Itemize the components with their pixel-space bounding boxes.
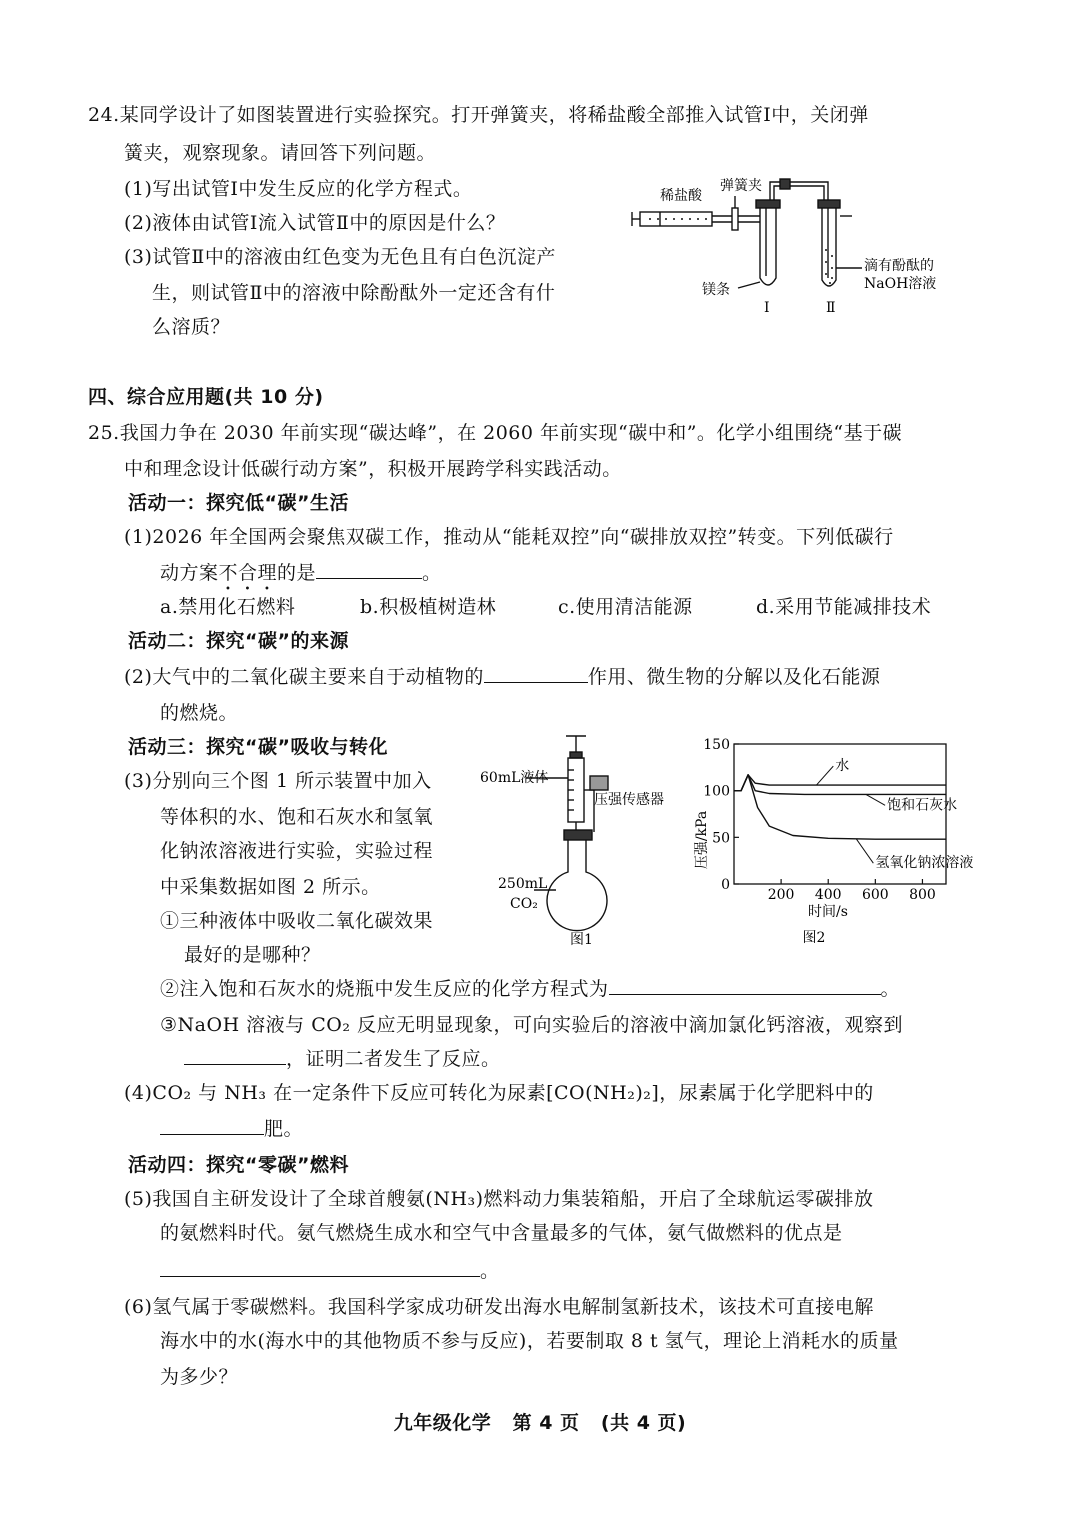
- q24-apparatus-figure: [630, 168, 960, 318]
- activity-2-title: 活动二：探究“碳”的来源: [128, 630, 349, 652]
- label-60ml-liquid: 60mL液体: [480, 770, 549, 786]
- blank-2: [484, 682, 588, 683]
- label-naoh-solution: NaOH溶液: [864, 276, 937, 292]
- activity-3-title: 活动三：探究“碳”吸收与转化: [128, 736, 388, 758]
- q25-part6-line2: 海水中的水(海水中的其他物质不参与反应)，若要制取 8 t 氢气，理论上消耗水的质量: [160, 1330, 899, 1352]
- emphasis-unreasonable: 不合理: [218, 562, 278, 584]
- flask-stopper: [564, 830, 592, 840]
- q25-part4-line1: (4)CO₂ 与 NH₃ 在一定条件下反应可转化为尿素[CO(NH₂)₂]，尿素属于化学肥料中的: [124, 1082, 874, 1104]
- q24-part3-line2: 生，则试管Ⅱ中的溶液中除酚酞外一定还含有什: [152, 282, 556, 304]
- option-d: d.采用节能减排技术: [756, 596, 932, 618]
- blank-4: [184, 1064, 286, 1065]
- figure-1-apparatus: [476, 730, 686, 955]
- page-footer: 九年级化学 第 4 页 (共 4 页): [393, 1412, 687, 1434]
- q24-part2: (2)液体由试管Ⅰ流入试管Ⅱ中的原因是什么？: [124, 212, 506, 234]
- q25-part3-line4: 中采集数据如图 2 所示。: [160, 876, 381, 898]
- q25-part2-line1: (2)大气中的二氧化碳主要来自于动植物的 作用、微生物的分解以及化石能源: [124, 666, 881, 688]
- q25-part5-line1: (5)我国自主研发设计了全球首艘氨(NH₃)燃料动力集装箱船，开启了全球航运零碳排放: [124, 1188, 874, 1210]
- y-tick-label-150: 150: [703, 737, 730, 753]
- section-4-title: 四、综合应用题(共 10 分): [88, 386, 324, 408]
- y-tick-label-100: 100: [703, 783, 730, 800]
- q25-part6-line1: (6)氢气属于零碳燃料。我国科学家成功研发出海水电解制氢新技术，该技术可直接电解: [124, 1296, 874, 1318]
- q25-part1-line1: (1)2026 年全国两会聚焦双碳工作，推动从“能耗双控”向“碳排放双控”转变。下列低碳行: [124, 526, 894, 548]
- series-line-0: [734, 775, 946, 791]
- label-magnesium-strip: 镁条: [702, 282, 730, 298]
- q24-part3-line3: 么溶质？: [152, 316, 231, 338]
- q25-part5-line2: 的氨燃料时代。氨气燃烧生成水和空气中含量最多的气体，氨气做燃料的优点是: [160, 1222, 843, 1244]
- label-co2: CO₂: [510, 896, 538, 912]
- chart-y-label: 压强/kPa: [694, 810, 710, 870]
- x-tick-label-800: 800: [909, 887, 936, 903]
- stopper-tube1: [756, 200, 780, 208]
- option-a: a.禁用化石燃料: [160, 596, 296, 618]
- x-tick-label-600: 600: [861, 887, 889, 903]
- series-leader-2: [856, 839, 873, 863]
- test-tube-1: [760, 208, 776, 285]
- label-tube-2: Ⅱ: [826, 300, 836, 316]
- y-tick-label-0: 0: [721, 877, 730, 893]
- q25-sub3-line2: ，证明二者发生了反应。: [184, 1046, 501, 1072]
- q25-part4-line2: 肥。: [160, 1116, 303, 1142]
- blank-3: [609, 994, 881, 995]
- q25-part3-line2: 等体积的水、饱和石灰水和氢氧: [160, 806, 434, 828]
- q25-part1-line2: 动方案不合理的是 。: [160, 562, 442, 584]
- activity-1-title: 活动一：探究低“碳”生活: [128, 492, 349, 514]
- activity-4-title: 活动四：探究“零碳”燃料: [128, 1154, 349, 1176]
- q25-part3-line3: 化钠浓溶液进行实验，实验过程: [160, 840, 434, 862]
- q25-part2-line2: 的燃烧。: [160, 702, 239, 724]
- q24-part3-line1: (3)试管Ⅱ中的溶液由红色变为无色且有白色沉淀产: [124, 246, 556, 268]
- test-tube-2: [822, 208, 836, 286]
- q25-sub1-line1: ①三种液体中吸收二氧化碳效果: [160, 910, 434, 932]
- option-b: b.积极植树造林: [360, 596, 497, 618]
- q25-part3-line1: (3)分别向三个图 1 所示装置中加入: [124, 770, 432, 792]
- q24-stem-line1: 24.某同学设计了如图装置进行实验探究。打开弹簧夹，将稀盐酸全部推入试管Ⅰ中，关闭弹: [88, 104, 869, 126]
- x-tick-label-200: 200: [767, 887, 795, 903]
- series-label-0: 水: [835, 758, 850, 775]
- round-flask: [547, 840, 607, 931]
- blank-5: [160, 1134, 264, 1135]
- blank-1: [316, 578, 422, 579]
- series-label-1: 饱和石灰水: [887, 797, 958, 814]
- label-spring-clamp: 弹簧夹: [720, 178, 762, 194]
- y-tick-label-50: 50: [712, 830, 730, 847]
- q25-part5-line3: 。: [160, 1258, 500, 1284]
- chart-x-label: 时间/s: [808, 904, 848, 920]
- q25-part6-line3: 为多少？: [160, 1366, 239, 1388]
- label-hydrochloric-acid: 稀盐酸: [660, 188, 702, 204]
- series-label-2: 氢氧化钠浓溶液: [875, 855, 974, 872]
- label-phenolphthalein: 滴有酚酞的: [864, 258, 934, 274]
- x-tick-label-400: 400: [814, 887, 842, 903]
- q24-part1: (1)写出试管Ⅰ中发生反应的化学方程式。: [124, 178, 473, 200]
- label-pressure-sensor: 压强传感器: [594, 792, 664, 808]
- q25-sub1-line2: 最好的是哪种？: [184, 944, 321, 966]
- q25-sub3-line1: ③NaOH 溶液与 CO₂ 反应无明显现象，可向实验后的溶液中滴加氯化钙溶液，观察到: [160, 1014, 903, 1036]
- stopper-tube2: [818, 200, 840, 208]
- q25-sub2: ②注入饱和石灰水的烧瓶中发生反应的化学方程式为 。: [160, 978, 901, 1000]
- label-250ml: 250mL: [498, 876, 548, 892]
- spring-clamp: [732, 208, 738, 230]
- q24-stem-line2: 簧夹，观察现象。请回答下列问题。: [124, 142, 437, 164]
- series-leader-0: [816, 766, 833, 785]
- figure-1-caption: 图1: [570, 932, 593, 948]
- q25-stem-line1: 25.我国力争在 2030 年前实现“碳达峰”，在 2060 年前实现“碳中和”。化学小组围绕“基于碳: [88, 422, 903, 444]
- option-c: c.使用清洁能源: [558, 596, 693, 618]
- pressure-sensor: [590, 776, 608, 790]
- q25-stem-line2: 中和理念设计低碳行动方案”，积极开展跨学科实践活动。: [124, 458, 622, 480]
- chart-caption: 图2: [802, 930, 826, 946]
- figure-2-pressure-chart: [684, 728, 974, 950]
- series-leader-1: [866, 794, 885, 805]
- blank-6: [160, 1276, 480, 1277]
- label-tube-1: Ⅰ: [764, 300, 770, 316]
